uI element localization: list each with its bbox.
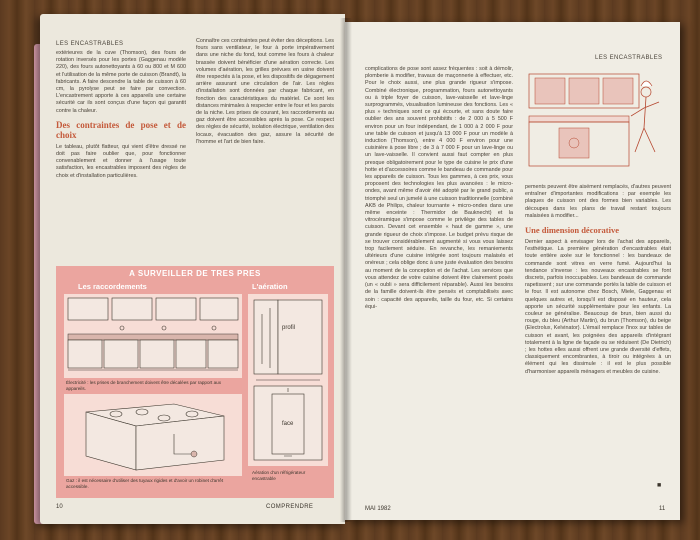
right-column-2 [525, 184, 671, 379]
gas-caption: Gaz : il est nécessaire d'utiliser des tuyaux rigides et d'avoir un robinet d'arrêt accessible. [66, 478, 224, 489]
right-subhead: Une dimension décorative [525, 225, 619, 236]
left-col2-text: Connaître ces contraintes peut éviter des déceptions. Les fours sans ventilateur, le four à porte impérativement dans une niche du fond, tout comme les fours à chaleur brassée doivent bénéficier d'une aération correcte. Les volumes d'aération, les grilles prévues en usine doivent être respectés à la pose, et les dispositifs de dégagement arrière assurant une circulation de l'air. Les règles d'installation sont données par chaque fabricant, en fonction des caractéristiques du matériel. Ce sont les distances minimales à respecter entre le four et les parois de la niche. Les prises de courant, les raccordements au gaz doivent être accessibles après la pose. Ce respect des règles de sécurité, isolation électrique, ventilation des locaux, évacuation des gaz, assure la sécurité de l'homme et l'art de bien faire. [196, 38, 334, 145]
kitchen-wall-illustration [64, 294, 242, 378]
right-col1-text: complications de pose sont assez fréquentes : soit à démolir, plomberie à modifier, travaux de maçonnerie à effectuer, etc. Pour le choix aussi, une plus grande rigueur s'impose. Combiné électronique, programmation, fours autonettoyants ou à triple foyer de cuisson, lave-vaisselle et lave-linge surprogrammés, visualisation lumineuse des fonctions. Les « plus » techniques sont ce qui écourte, et sans doute faire oublier des ans souvent prohibitifs : de 2 000 à 5 500 F environ pour un four indépendant, de 1 000 à 2 000 F pour une table de cuisson et jusqu'à 13 000 F pour un modèle à induction (Thomson), entre 4 000 F environ pour une cuisinière à pose libre ; de 3 à 7 000 F pour un lave-linge ou un lave-vaisselle. Il convient aussi faut compter en plus presque obligatoirement pour le type de cuisine le prix d'une hotte et d'accessoires comme le bandeau de commande pour les appareils de cuisson. Tous les gammes, à ces prix, vous proposent des technologies les plus avancées : le micro-ondes, avant même d'avoir été adopté par le grand public, a triomphé seul un jumelé à une cuisson traditionnelle (combiné AKB de Philips, chaleur tournante + micro-ondes dans une même enceinte : Thermidor de Bauknecht) et la vitrocéramique s'impose comme le privilège des tables de cuisson. Devant cet ensemble « haut de gamme », une grande rigueur de choix s'impose. Le budget prévu risque de se trouver considérablement augmenté si vous vous laissez trop facilement séduire. En revanche, les remaniements ultérieurs d'une cuisine intégrée sont toujours malaisés et onéreux ; cela oblige donc à une juste évaluation des besoins au moment de la conception et de l'achat. Les services que vous attendez de votre cuisine doivent être clairement posés (un « oubli » sera difficilement réparable). Aussi les besoins de la famille doivent-ils être pensés et comptabilisés avec soin : capacité des appareils, taille du four, etc. Si certains équi- [365, 66, 513, 310]
end-mark: ■ [657, 482, 662, 489]
label-profil: profil [282, 325, 296, 331]
left-col1-text-top: extérieures de la cuve (Thomson), des fours de rotation inversés pour les portes (Gaggenau modèle 220), des fours autonettoyants à 60 ou 800 et M 600 et l'utilisation de la même porte de cuisson (Brandt), la fabricants. A faire descendre la table de cuisson à 60 cm, la pyrolyse peut se faire par convection. L'encastrement apporte à ces appareils une certaine sécurité car ils sont conçus d'une façon qui garantit contre la chaleur. [56, 50, 186, 114]
right-col2-text-top: pements peuvent être aisément remplacés, d'autres peuvent entraîner d'importantes modifications : par exemple les plaques de cuisson ont des formes bien variables. Les découpes dans les plans de travail restant toujours malaisées à modifier... [525, 184, 671, 219]
gas-cooktop-illustration [64, 394, 242, 476]
aeration-title: L'aération [252, 282, 288, 291]
left-page-number: 10 [56, 504, 63, 510]
label-face: face [282, 421, 294, 427]
right-page [345, 22, 680, 520]
right-column-1 [365, 66, 513, 314]
surveiller-panel [56, 266, 334, 498]
electricity-caption: Électricité : les prises de branchement doivent être décalées par rapport aux appareils. [66, 380, 221, 391]
aeration-caption: Aération d'un réfrigérateur encastrable [252, 470, 306, 481]
left-subhead: Des contraintes de pose et de choix [56, 119, 186, 140]
panel-title: A SURVEILLER DE TRES PRES [129, 269, 261, 278]
left-footer-title: COMPRENDRE [266, 504, 314, 510]
gas-illustration-box [64, 394, 242, 476]
right-running-header: LES ENCASTRABLES [595, 55, 663, 61]
left-column-1 [56, 50, 186, 183]
aeration-illustration-box [248, 294, 328, 466]
chef-drawing [525, 66, 670, 176]
right-col2-text-bottom: Dernier aspect à envisager lors de l'achat des appareils, l'esthétique. La première génération d'encastrables était toute entière axée sur le fonctionnel : les bandeaux de commande sont vitres en verre fumé. Aujourd'hui la tendance s'inverse : les nouveaux encastrables se font discrets, parfois inoccupables. Les bandeaux de commande rapetissent ; sur une commande portés la table de cuisson et le four. Il est autonome chez Bosch, Miele, Gaggenau et quelques autres et, lorsqu'il est disposé en hauteur, cela apporte un sécurité supplémentaire pour les enfants. La couleur se généralise. Beaucoup de brun, bien aussi du rouge, du bleu (Arthur Martin), du brun (Thomson), du beige (Electrolux, Kelvinator). L'émail remplace l'inox sur tables de cuisson et avant, les poignées des appareils d'intégrant totalement à la ligne de façade ou se réduisent (De Dietrich) ; les hottes elles aussi offrent une grande diversité d'effets, classiquement encombrantes, à tiroir ou intégrées à un élément qui les dissimule : il est le plus possible d'harmoniser appareils ménagers et meubles de cuisine. [525, 239, 671, 375]
left-column-2 [196, 38, 334, 149]
page-gutter [340, 18, 352, 522]
left-page [40, 14, 345, 524]
electricity-illustration-box [64, 294, 242, 378]
left-running-header: LES ENCASTRABLES [56, 41, 124, 47]
fridge-aeration-illustration [248, 294, 328, 466]
left-col1-text-bottom: Le tableau, plutôt flatteur, qui vient d'être dressé ne doit pas faire oublier que, pour fonctionner convenablement et donner à l'usage toute satisfaction, les encastrables imposent des règles de choix et d'installation particulières. [56, 143, 186, 179]
right-footer-date: MAI 1982 [365, 506, 391, 512]
right-page-number: 11 [659, 506, 666, 512]
kitchen-chef-illustration [525, 66, 670, 176]
raccordements-title: Les raccordements [78, 282, 147, 291]
